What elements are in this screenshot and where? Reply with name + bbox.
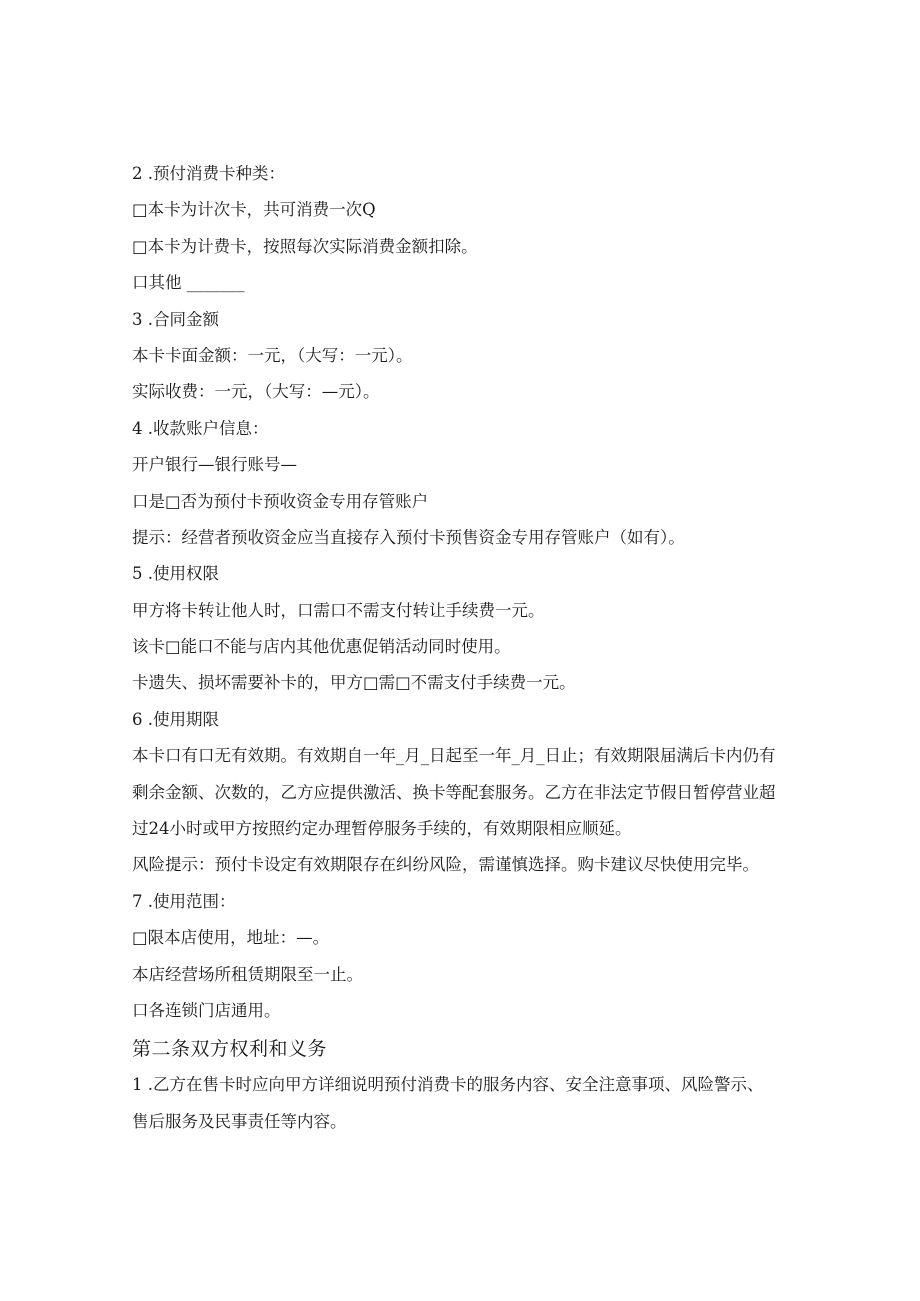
section-5-heading: 5 .使用权限	[132, 564, 219, 584]
escrow-account-option: 口是□否为预付卡预收资金专用存管账户	[132, 491, 429, 511]
actual-charge-line: 实际收费：一元，（大写：—元）。	[132, 382, 380, 402]
replacement-fee-line: 卡遗失、损坏需要补卡的，甲方□需□不需支付手续费一元。	[132, 673, 576, 693]
article-2-title: 第二条双方权利和义务	[132, 1038, 328, 1061]
section-3-heading: 3 .合同金额	[132, 309, 219, 329]
risk-notice: 风险提示：预付卡设定有效期限存在纠纷风险，需谨慎选择。购卡建议尽快使用完毕。	[132, 855, 759, 875]
lease-term-line: 本店经营场所租赁期限至一止。	[132, 964, 363, 984]
transfer-fee-line: 甲方将卡转让他人时，口需口不需支付转让手续费一元。	[132, 600, 545, 620]
obligation-1-line-1: 1 .乙方在售卡时应向甲方详细说明预付消费卡的服务内容、安全注意事项、风险警示、	[132, 1075, 764, 1095]
validity-line-1: 本卡口有口无有效期。有效期自一年_月_日起至一年_月_日止；有效期限届满后卡内仍有	[132, 746, 776, 766]
deposit-notice: 提示：经营者预收资金应当直接存入预付卡预售资金专用存管账户（如有）。	[132, 527, 685, 547]
document-body	[132, 160, 792, 1144]
option-other: 口其他 _______	[132, 273, 245, 293]
section-6-heading: 6 .使用期限	[132, 709, 219, 729]
promotion-use-line: 该卡□能口不能与店内其他优惠促销活动同时使用。	[132, 637, 511, 657]
store-only-option: □限本店使用，地址：—。	[132, 928, 330, 948]
option-value-card: □本卡为计费卡，按照每次实际消费金额扣除。	[132, 236, 478, 256]
option-count-card: □本卡为计次卡，共可消费一次Q	[132, 200, 376, 220]
validity-line-2: 剩余金额、次数的，乙方应提供激活、换卡等配套服务。乙方在非法定节假日暂停营业超	[132, 782, 776, 802]
section-2-heading: 2 .预付消费卡种类：	[132, 164, 285, 183]
face-value-line: 本卡卡面金额：一元，（大写：一元）。	[132, 345, 413, 365]
chain-stores-option: 口各连锁门店通用。	[132, 1000, 281, 1020]
validity-line-3: 过24小时或甲方按照约定办理暂停服务手续的，有效期限相应顺延。	[132, 819, 632, 839]
section-4-heading: 4 .收款账户信息：	[132, 418, 269, 438]
section-7-heading: 7 .使用范围：	[132, 891, 236, 911]
bank-account-line: 开户银行—银行账号—	[132, 455, 297, 475]
obligation-1-line-2: 售后服务及民事责任等内容。	[132, 1111, 347, 1131]
